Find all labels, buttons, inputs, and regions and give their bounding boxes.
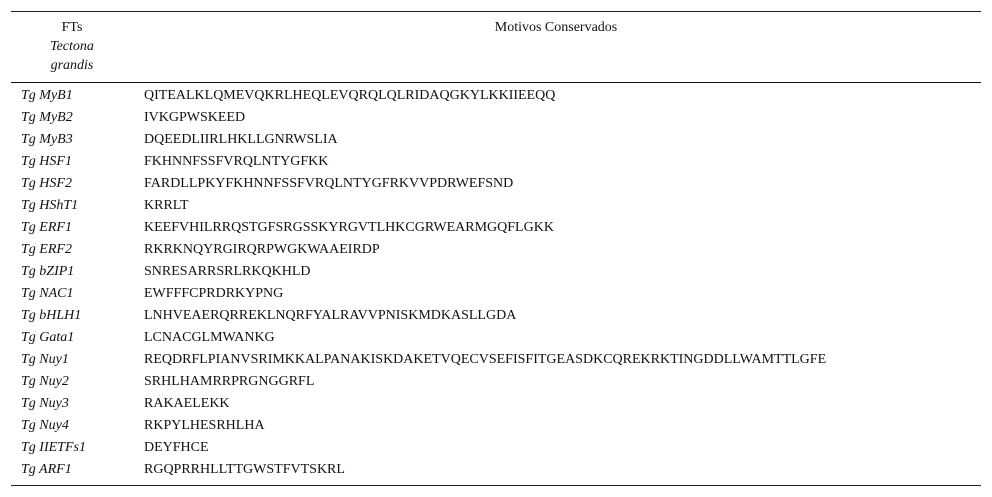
column-header-fts-line2: Tectona [50, 39, 94, 54]
table-row [11, 107, 981, 129]
ft-name: Tg MyB1 [21, 88, 73, 103]
column-header-fts-line3: grandis [50, 58, 94, 73]
ft-name: Tg HShT1 [21, 198, 79, 213]
table-row [11, 261, 981, 283]
table-row [11, 415, 981, 437]
table-row [11, 173, 981, 195]
conserved-motif: REQDRFLPIANVSRIMKKALPANAKISKDAKETVQECVSEFISFITGEASDKCQREKRKTINGDDLLWAMTTLGFE [144, 352, 827, 367]
conserved-motif: QITEALKLQMEVQKRLHEQLEVQRQLQLRIDAQGKYLKKIIEEQQ [144, 88, 556, 103]
ft-name: Tg Nuy2 [21, 374, 69, 389]
table-row [11, 151, 981, 173]
table-row [11, 371, 981, 393]
table-row [11, 393, 981, 415]
ft-name: Tg Nuy1 [21, 352, 69, 367]
conserved-motif: LNHVEAERQRREKLNQRFYALRAVVPNISKMDKASLLGDA [144, 308, 517, 323]
table-row [11, 459, 981, 481]
ft-name: Tg ERF2 [21, 242, 72, 257]
table-row [11, 129, 981, 151]
ft-name: Tg Nuy3 [21, 396, 69, 411]
conserved-motif: EWFFFCPRDRKYPNG [144, 286, 284, 301]
table-row [11, 283, 981, 305]
conserved-motif: RKRKNQYRGIRQRPWGKWAAEIRDP [144, 242, 380, 257]
ft-name: Tg bZIP1 [21, 264, 75, 279]
table-row [11, 195, 981, 217]
ft-name: Tg IIETFs1 [21, 440, 86, 455]
ft-name: Tg Nuy4 [21, 418, 69, 433]
ft-name: Tg Gata1 [21, 330, 75, 345]
ft-name: Tg bHLH1 [21, 308, 82, 323]
column-header-motifs: Motivos Conservados [494, 20, 618, 35]
ft-name: Tg MyB3 [21, 132, 73, 147]
table-row [11, 217, 981, 239]
conserved-motif: RAKAELEKK [144, 396, 230, 411]
table-row [11, 239, 981, 261]
table-top-rule [11, 11, 981, 12]
ft-name: Tg MyB2 [21, 110, 73, 125]
header-rule [11, 82, 981, 83]
ft-name: Tg ARF1 [21, 462, 72, 477]
conserved-motif: SNRESARRSRLRKQKHLD [144, 264, 311, 279]
conserved-motif: KEEFVHILRRQSTGFSRGSSKYRGVTLHKCGRWEARMGQFLGKK [144, 220, 554, 235]
ft-name: Tg HSF2 [21, 176, 72, 191]
ft-name: Tg NAC1 [21, 286, 74, 301]
table-row [11, 305, 981, 327]
conserved-motif: FKHNNFSSFVRQLNTYGFKK [144, 154, 329, 169]
table-body [11, 85, 981, 481]
ft-name: Tg HSF1 [21, 154, 72, 169]
conserved-motif: DEYFHCE [144, 440, 209, 455]
conserved-motif: RKPYLHESRHLHA [144, 418, 265, 433]
conserved-motif: DQEEDLIIRLHKLLGNRWSLIA [144, 132, 338, 147]
table-row [11, 437, 981, 459]
conserved-motif: IVKGPWSKEED [144, 110, 246, 125]
conserved-motif: RGQPRRHLLTTGWSTFVTSKRL [144, 462, 345, 477]
conserved-motif: SRHLHAMRRPRGNGGRFL [144, 374, 315, 389]
column-header-fts-line1: FTs [61, 20, 83, 35]
ft-name: Tg ERF1 [21, 220, 72, 235]
table-row [11, 349, 981, 371]
conserved-motif: KRRLT [144, 198, 189, 213]
conserved-motif: FARDLLPKYFKHNNFSSFVRQLNTYGFRKVVPDRWEFSND [144, 176, 514, 191]
conserved-motif: LCNACGLMWANKG [144, 330, 275, 345]
table-bottom-rule [11, 485, 981, 486]
table-row [11, 327, 981, 349]
column-header-fts [11, 18, 133, 75]
table-row [11, 85, 981, 107]
